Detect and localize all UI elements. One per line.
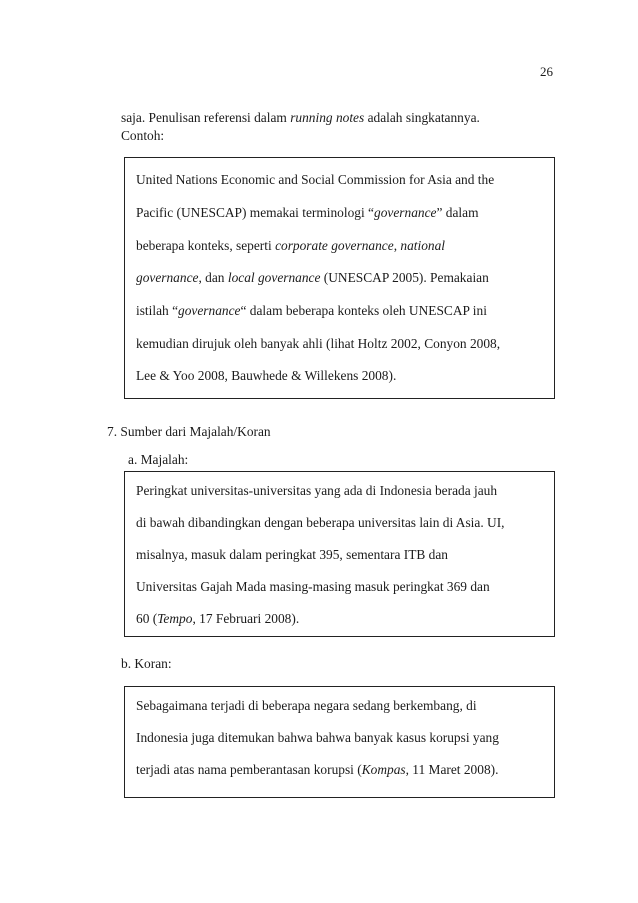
section-7-heading: 7. Sumber dari Majalah/Koran <box>107 424 271 439</box>
box1-line-1: United Nations Economic and Social Commission for Asia and the <box>136 172 495 187</box>
sub-b-label: b. Koran: <box>121 656 172 671</box>
box3-line-3: terjadi atas nama pemberantasan korupsi (Kompas, 11 Maret 2008). <box>136 762 499 777</box>
quote-box-majalah <box>124 471 555 637</box>
box2-line-1: Peringkat universitas-universitas yang ada di Indonesia berada jauh <box>136 483 498 498</box>
box3-line-1: Sebagaimana terjadi di beberapa negara sedang berkembang, di <box>136 698 477 713</box>
box1-line-4: governance, dan local governance (UNESCAP 2005). Pemakaian <box>136 270 489 285</box>
box1-line-2: Pacific (UNESCAP) memakai terminologi “governance” dalam <box>136 205 479 220</box>
intro-line-2: Contoh: <box>121 128 165 143</box>
box2-line-4: Universitas Gajah Mada masing-masing masuk peringkat 369 dan <box>136 579 490 594</box>
box1-line-3: beberapa konteks, seperti corporate governance, national <box>136 238 446 253</box>
box2-line-2: di bawah dibandingkan dengan beberapa universitas lain di Asia. UI, <box>136 515 505 530</box>
box1-line-6: kemudian dirujuk oleh banyak ahli (lihat Holtz 2002, Conyon 2008, <box>136 336 501 351</box>
box2-line-5: 60 (Tempo, 17 Februari 2008). <box>136 611 300 626</box>
intro-paragraph <box>121 109 553 149</box>
box1-line-5: istilah “governance“ dalam beberapa konteks oleh UNESCAP ini <box>136 303 487 318</box>
box3-line-2: Indonesia juga ditemukan bahwa bahwa banyak kasus korupsi yang <box>136 730 499 745</box>
sub-a-label: a. Majalah: <box>128 452 189 467</box>
page-number: 26 <box>540 64 553 79</box>
quote-box-koran <box>124 686 555 798</box>
box1-line-7: Lee & Yoo 2008, Bauwhede & Willekens 2008). <box>136 368 397 383</box>
box2-line-3: misalnya, masuk dalam peringkat 395, sementara ITB dan <box>136 547 448 562</box>
quote-box-unescap <box>124 157 555 399</box>
intro-line-1: saja. Penulisan referensi dalam running notes adalah singkatannya. <box>121 110 480 125</box>
